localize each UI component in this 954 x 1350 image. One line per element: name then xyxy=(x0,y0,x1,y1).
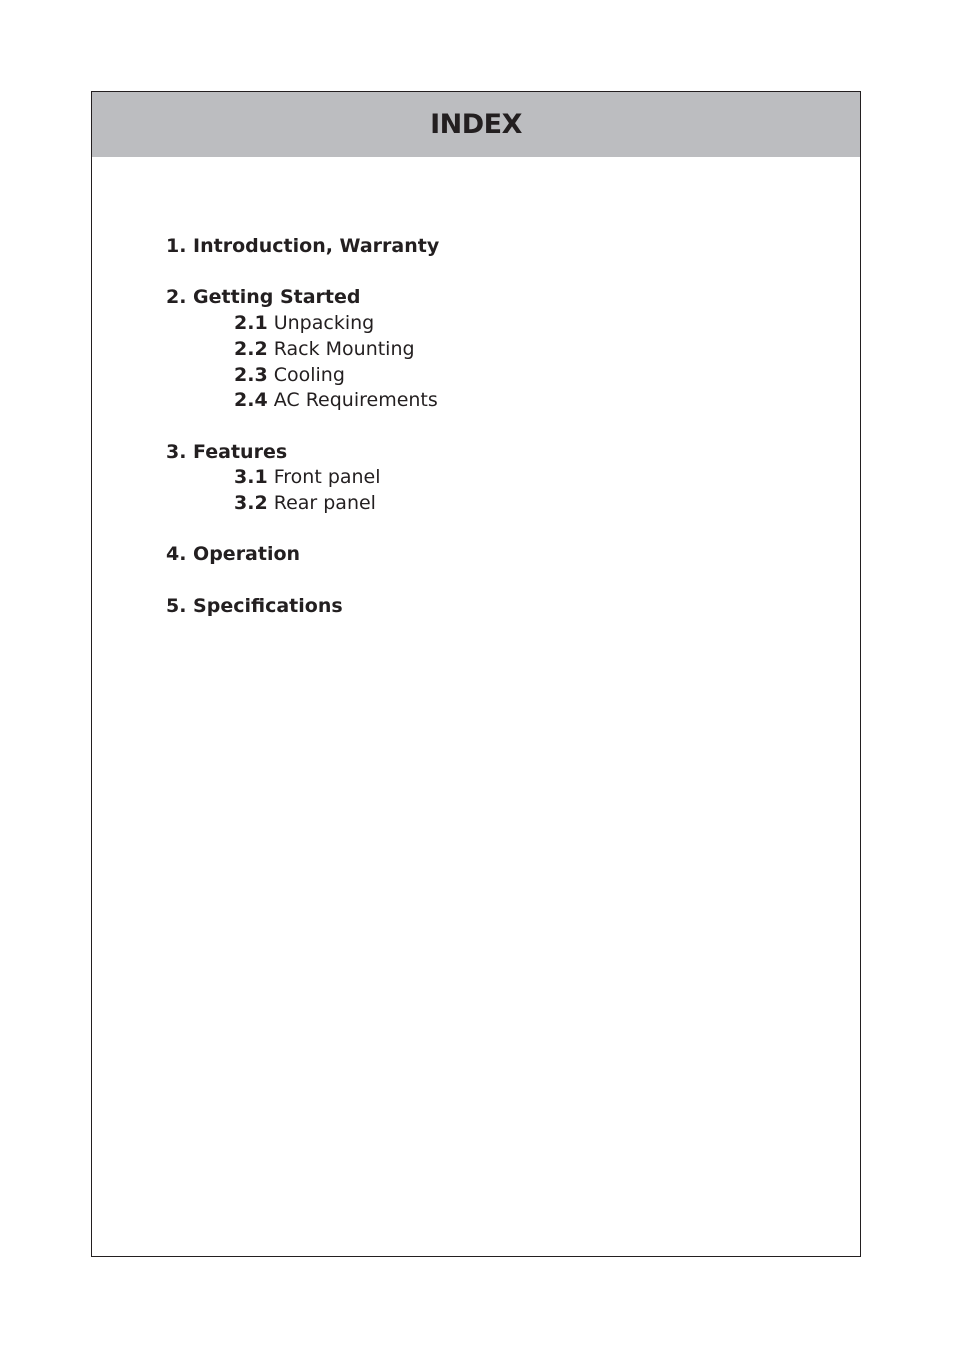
toc-subitem-number: 3.2 xyxy=(234,492,268,514)
toc-heading[interactable]: 5. Specifications xyxy=(166,594,343,617)
toc-subitem-label: Front panel xyxy=(273,466,381,489)
page-frame xyxy=(91,91,861,1257)
toc-subitem-rack-mounting[interactable] xyxy=(166,337,439,363)
toc-heading[interactable]: 2. Getting Started xyxy=(166,286,361,309)
toc-subitem-number: 2.4 xyxy=(234,389,268,412)
toc-subitem-front-panel[interactable] xyxy=(166,465,439,491)
title-band xyxy=(92,92,860,157)
page-title: INDEX xyxy=(430,109,522,140)
toc-subitem-label: Unpacking xyxy=(273,312,375,335)
table-of-contents xyxy=(166,234,439,645)
toc-heading[interactable]: 4. Operation xyxy=(166,543,301,566)
toc-section-features xyxy=(166,440,439,517)
toc-section-operation xyxy=(166,542,439,568)
toc-heading[interactable]: 3. Features xyxy=(166,440,288,463)
toc-subitem-cooling[interactable] xyxy=(166,363,439,389)
toc-subitem-label: Rack Mounting xyxy=(273,337,415,360)
toc-section-introduction xyxy=(166,234,439,260)
toc-subitem-rear-panel[interactable] xyxy=(166,491,439,517)
toc-subitem-number: 2.3 xyxy=(234,363,268,386)
toc-section-specifications xyxy=(166,594,439,620)
toc-subitem-unpacking[interactable] xyxy=(166,311,439,337)
toc-heading[interactable]: 1. Introduction, Warranty xyxy=(166,235,440,257)
toc-subitem-number: 2.2 xyxy=(234,337,268,360)
toc-subitem-number: 3.1 xyxy=(234,466,268,489)
toc-subitem-label: Cooling xyxy=(273,363,345,386)
toc-section-getting-started xyxy=(166,285,439,414)
toc-subitem-number: 2.1 xyxy=(234,312,268,335)
toc-subitem-ac-requirements[interactable] xyxy=(166,388,439,414)
toc-subitem-label: AC Requirements xyxy=(273,389,438,412)
toc-subitem-label: Rear panel xyxy=(273,492,376,514)
